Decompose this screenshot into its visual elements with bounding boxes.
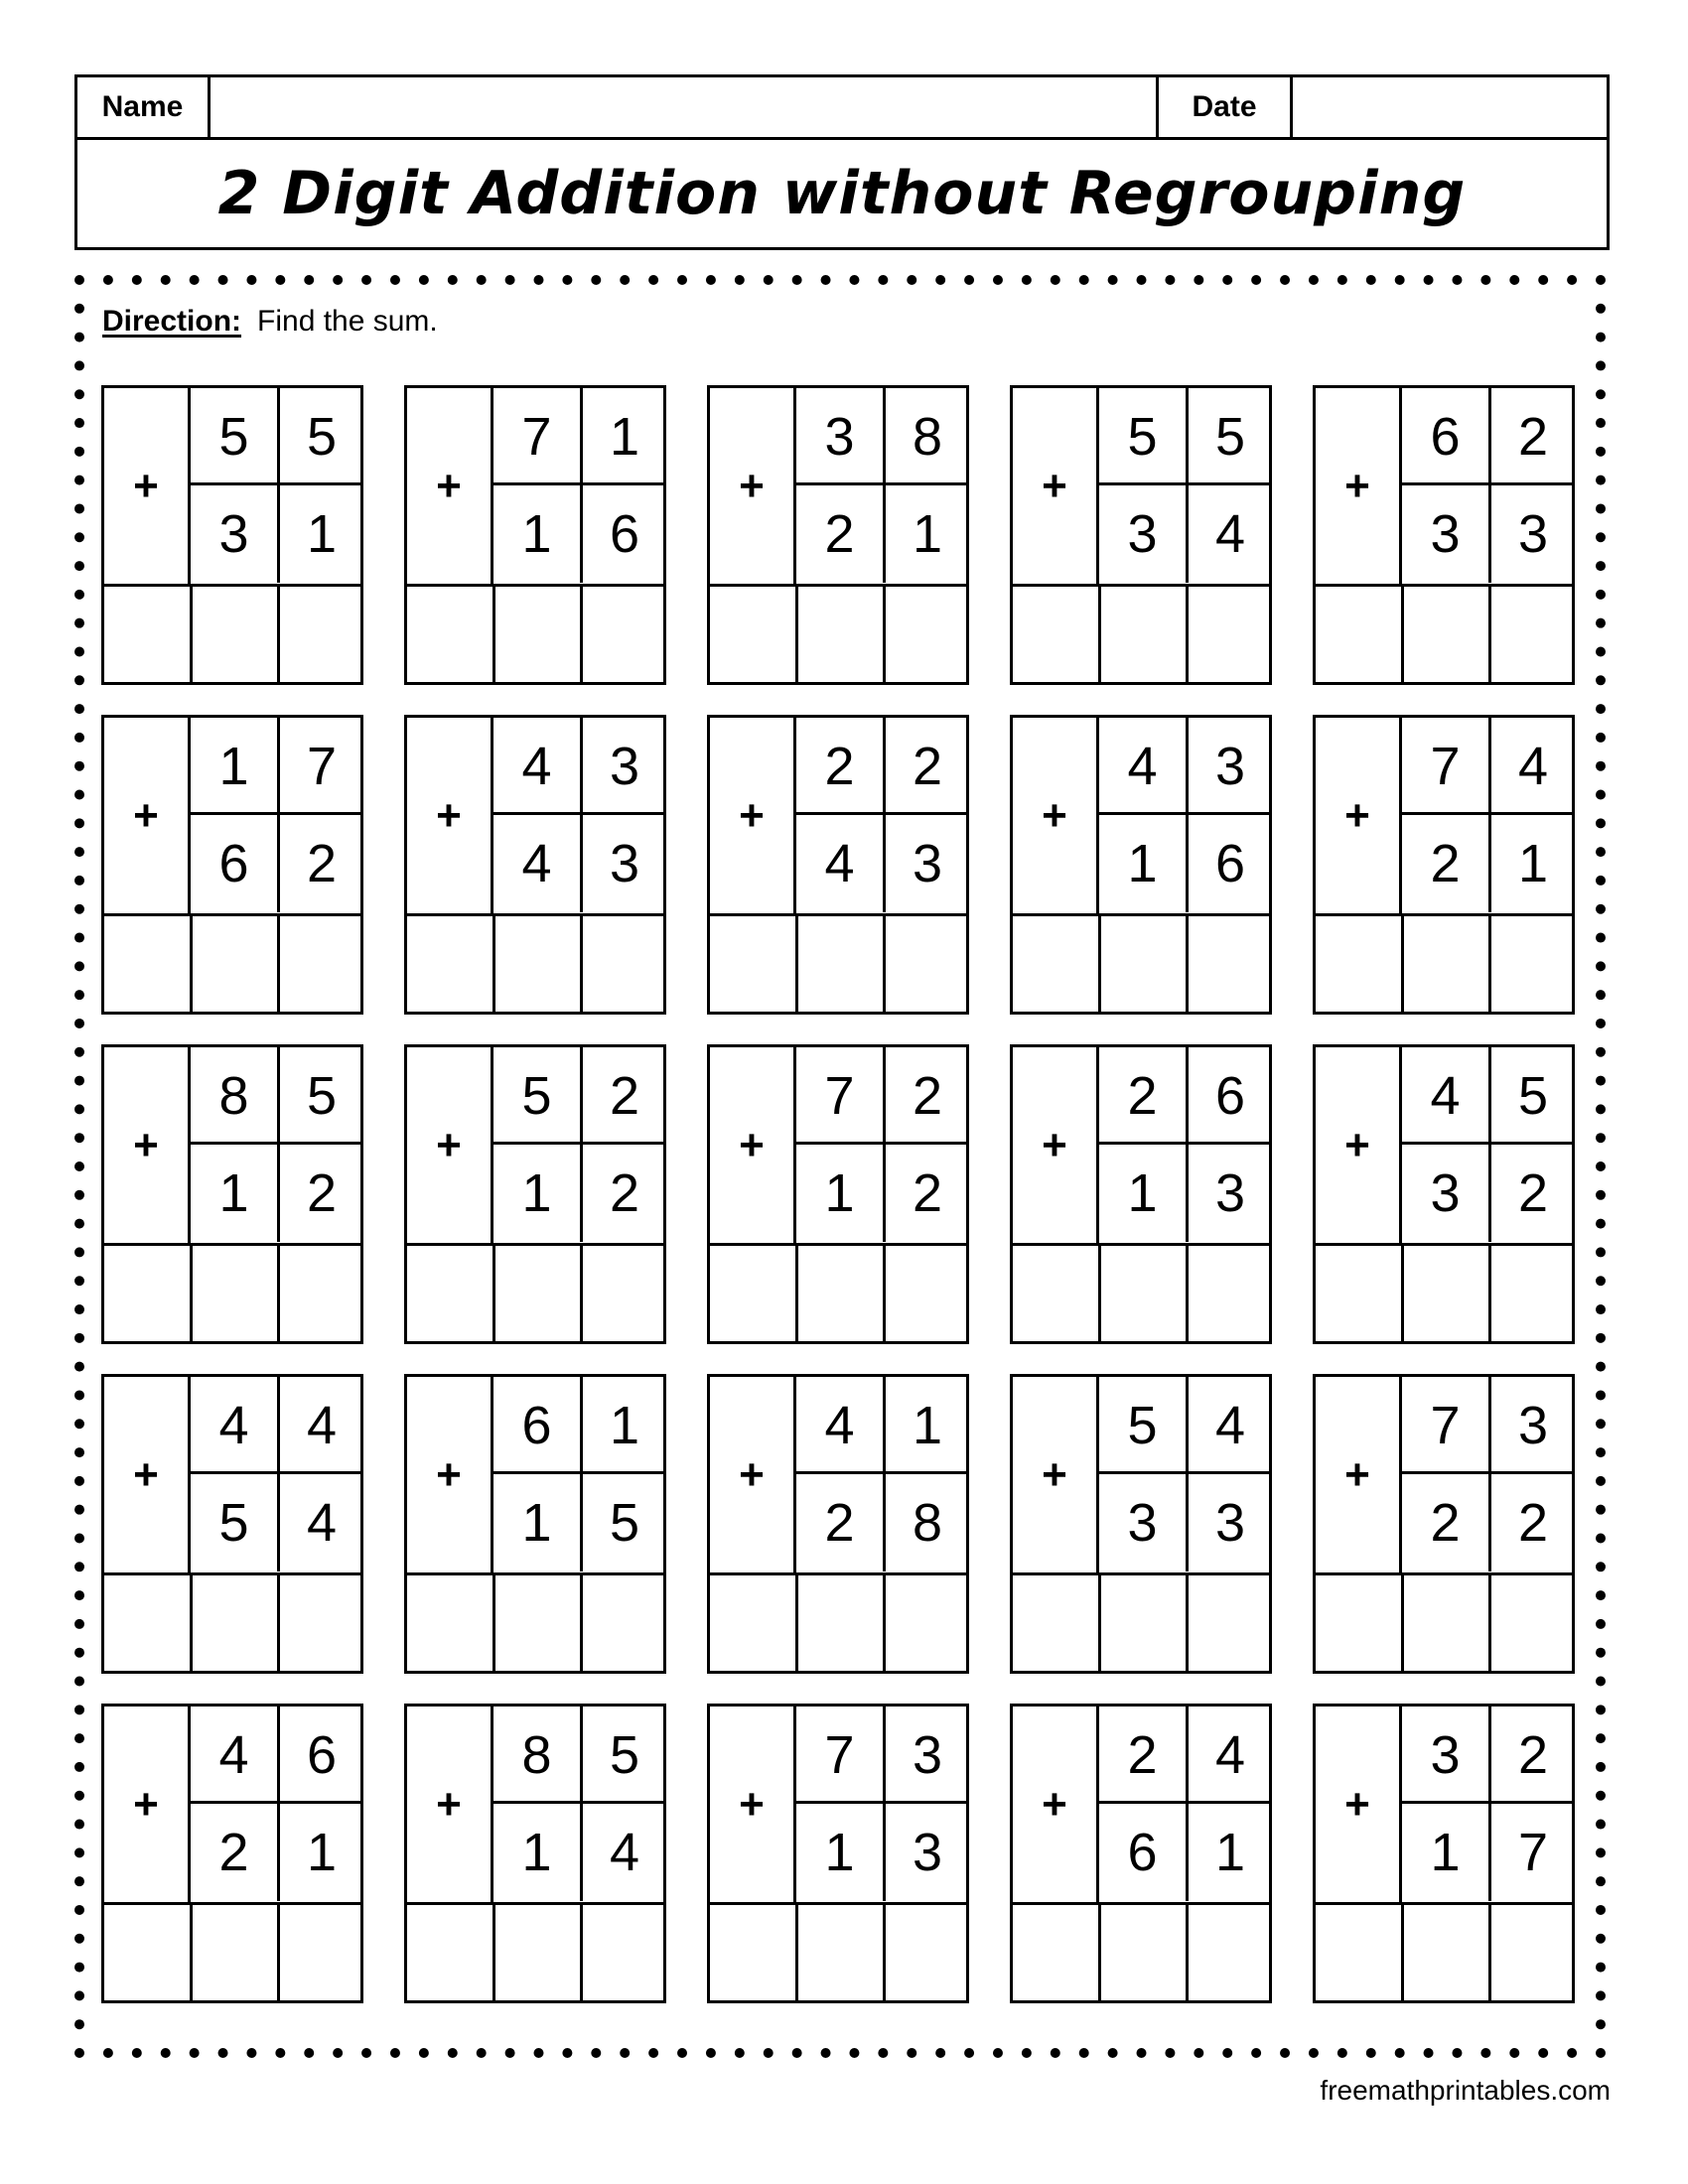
plus-sign: + xyxy=(710,1706,796,1902)
answer-hundreds-cell[interactable] xyxy=(407,1902,492,2000)
answer-hundreds-cell[interactable] xyxy=(1316,1243,1401,1341)
top-tens-digit: 7 xyxy=(796,1047,883,1145)
plus-sign: + xyxy=(104,718,191,913)
answer-ones-cell[interactable] xyxy=(1488,1902,1572,2000)
plus-sign: + xyxy=(104,1706,191,1902)
answer-tens-cell[interactable] xyxy=(190,1902,277,2000)
bottom-tens-digit: 2 xyxy=(824,1493,855,1553)
plus-sign: + xyxy=(1013,388,1099,584)
top-tens-digit: 8 xyxy=(493,1706,580,1804)
plus-sign: + xyxy=(407,1377,493,1572)
answer-hundreds-cell[interactable] xyxy=(1013,913,1098,1012)
bottom-ones-digit: 1 xyxy=(1186,1804,1272,1901)
problem-box xyxy=(1010,385,1272,685)
bottom-tens-digit: 3 xyxy=(1127,504,1158,564)
answer-hundreds-cell[interactable] xyxy=(407,1572,492,1671)
bottom-ones-digit: 2 xyxy=(883,1145,969,1242)
answer-tens-cell[interactable] xyxy=(492,1902,580,2000)
footer-site: freemathprintables.com xyxy=(1320,2075,1611,2106)
plus-sign: + xyxy=(407,1706,493,1902)
problem-box xyxy=(707,715,969,1015)
bottom-ones-digit: 1 xyxy=(277,1804,363,1901)
answer-hundreds-cell[interactable] xyxy=(407,1243,492,1341)
top-tens-digit: 4 xyxy=(191,1706,277,1804)
bottom-ones-digit: 6 xyxy=(1186,815,1272,912)
top-ones-digit: 4 xyxy=(1186,1706,1272,1804)
answer-ones-cell[interactable] xyxy=(1186,1572,1269,1671)
bottom-ones-digit: 6 xyxy=(580,485,666,583)
answer-ones-cell[interactable] xyxy=(1186,913,1269,1012)
problem-box xyxy=(101,385,363,685)
top-ones-digit: 6 xyxy=(1186,1047,1272,1145)
top-ones-digit: 4 xyxy=(1186,1377,1272,1474)
problem-box xyxy=(101,1374,363,1674)
answer-ones-cell[interactable] xyxy=(883,913,966,1012)
problem-box xyxy=(1010,1374,1272,1674)
problem-box xyxy=(101,715,363,1015)
answer-tens-cell[interactable] xyxy=(1098,1902,1186,2000)
top-tens-digit: 7 xyxy=(796,1706,883,1804)
top-ones-digit: 3 xyxy=(883,1706,969,1804)
answer-ones-cell[interactable] xyxy=(580,1902,663,2000)
answer-tens-cell[interactable] xyxy=(795,584,883,682)
answer-hundreds-cell[interactable] xyxy=(407,584,492,682)
top-tens-digit: 6 xyxy=(1402,388,1488,485)
top-tens-digit: 4 xyxy=(796,1377,883,1474)
bottom-ones-digit: 3 xyxy=(883,815,969,912)
problem-box xyxy=(404,1044,666,1344)
top-tens-digit: 4 xyxy=(493,718,580,815)
plus-sign: + xyxy=(1013,1706,1099,1902)
answer-ones-cell[interactable] xyxy=(277,584,360,682)
answer-tens-cell[interactable] xyxy=(492,584,580,682)
answer-ones-cell[interactable] xyxy=(580,913,663,1012)
top-ones-digit: 2 xyxy=(1488,388,1575,485)
problem-box xyxy=(1313,715,1575,1015)
answer-hundreds-cell[interactable] xyxy=(104,1243,190,1341)
answer-hundreds-cell[interactable] xyxy=(1316,1902,1401,2000)
answer-tens-cell[interactable] xyxy=(492,1572,580,1671)
bottom-ones-digit: 3 xyxy=(883,1804,969,1901)
answer-hundreds-cell[interactable] xyxy=(710,913,795,1012)
top-tens-digit: 2 xyxy=(796,718,883,815)
top-tens-digit: 7 xyxy=(493,388,580,485)
answer-tens-cell[interactable] xyxy=(492,1243,580,1341)
bottom-tens-digit: 1 xyxy=(521,1163,552,1223)
bottom-tens-digit: 3 xyxy=(1127,1493,1158,1553)
bottom-ones-digit: 3 xyxy=(1488,485,1575,583)
bottom-tens-digit: 4 xyxy=(521,834,552,893)
top-ones-digit: 5 xyxy=(277,1047,363,1145)
bottom-tens-digit: 3 xyxy=(1430,1163,1461,1223)
answer-hundreds-cell[interactable] xyxy=(104,913,190,1012)
answer-ones-cell[interactable] xyxy=(580,1572,663,1671)
answer-ones-cell[interactable] xyxy=(1186,584,1269,682)
plus-sign: + xyxy=(1316,1706,1402,1902)
bottom-ones-digit: 2 xyxy=(1488,1145,1575,1242)
answer-ones-cell[interactable] xyxy=(1186,1902,1269,2000)
problem-box xyxy=(101,1704,363,2003)
answer-ones-cell[interactable] xyxy=(277,1572,360,1671)
answer-tens-cell[interactable] xyxy=(1401,1243,1488,1341)
answer-hundreds-cell[interactable] xyxy=(1013,1572,1098,1671)
answer-ones-cell[interactable] xyxy=(883,1243,966,1341)
plus-sign: + xyxy=(710,388,796,584)
answer-ones-cell[interactable] xyxy=(883,1572,966,1671)
top-tens-digit: 2 xyxy=(1099,1047,1186,1145)
plus-sign: + xyxy=(1316,1377,1402,1572)
answer-tens-cell[interactable] xyxy=(1401,1902,1488,2000)
plus-sign: + xyxy=(1013,1377,1099,1572)
top-tens-digit: 2 xyxy=(1099,1706,1186,1804)
bottom-tens-digit: 1 xyxy=(521,1823,552,1882)
answer-tens-cell[interactable] xyxy=(795,913,883,1012)
answer-hundreds-cell[interactable] xyxy=(1013,1243,1098,1341)
top-ones-digit: 2 xyxy=(1488,1706,1575,1804)
answer-hundreds-cell[interactable] xyxy=(1316,584,1401,682)
direction-label: Direction: xyxy=(102,305,242,338)
bottom-ones-digit: 4 xyxy=(277,1474,363,1571)
bottom-ones-digit: 3 xyxy=(580,815,666,912)
problem-box xyxy=(404,1704,666,2003)
bottom-tens-digit: 2 xyxy=(1430,834,1461,893)
bottom-tens-digit: 2 xyxy=(824,504,855,564)
plus-sign: + xyxy=(1013,718,1099,913)
bottom-ones-digit: 2 xyxy=(580,1145,666,1242)
problem-box xyxy=(707,385,969,685)
answer-tens-cell[interactable] xyxy=(190,584,277,682)
top-ones-digit: 6 xyxy=(277,1706,363,1804)
answer-tens-cell[interactable] xyxy=(492,913,580,1012)
top-tens-digit: 7 xyxy=(1402,1377,1488,1474)
bottom-ones-digit: 2 xyxy=(277,1145,363,1242)
bottom-tens-digit: 1 xyxy=(1430,1823,1461,1882)
plus-sign: + xyxy=(104,388,191,584)
bottom-tens-digit: 1 xyxy=(824,1823,855,1882)
answer-hundreds-cell[interactable] xyxy=(710,584,795,682)
answer-tens-cell[interactable] xyxy=(795,1572,883,1671)
top-tens-digit: 7 xyxy=(1402,718,1488,815)
answer-ones-cell[interactable] xyxy=(277,1902,360,2000)
answer-tens-cell[interactable] xyxy=(190,1243,277,1341)
problem-box xyxy=(1010,1044,1272,1344)
bottom-tens-digit: 6 xyxy=(1127,1823,1158,1882)
top-tens-digit: 8 xyxy=(191,1047,277,1145)
problem-box xyxy=(101,1044,363,1344)
answer-ones-cell[interactable] xyxy=(883,584,966,682)
answer-ones-cell[interactable] xyxy=(277,913,360,1012)
top-ones-digit: 2 xyxy=(883,1047,969,1145)
answer-hundreds-cell[interactable] xyxy=(1316,913,1401,1012)
bottom-ones-digit: 3 xyxy=(1186,1145,1272,1242)
plus-sign: + xyxy=(104,1377,191,1572)
bottom-tens-digit: 1 xyxy=(824,1163,855,1223)
bottom-tens-digit: 1 xyxy=(521,504,552,564)
top-ones-digit: 1 xyxy=(580,388,666,485)
plus-sign: + xyxy=(1316,388,1402,584)
plus-sign: + xyxy=(710,1377,796,1572)
plus-sign: + xyxy=(710,718,796,913)
plus-sign: + xyxy=(1316,1047,1402,1243)
bottom-tens-digit: 2 xyxy=(1430,1493,1461,1553)
bottom-tens-digit: 1 xyxy=(218,1163,249,1223)
bottom-tens-digit: 1 xyxy=(1127,1163,1158,1223)
answer-ones-cell[interactable] xyxy=(1488,1243,1572,1341)
top-ones-digit: 3 xyxy=(1488,1377,1575,1474)
top-tens-digit: 3 xyxy=(1402,1706,1488,1804)
answer-hundreds-cell[interactable] xyxy=(710,1243,795,1341)
answer-hundreds-cell[interactable] xyxy=(710,1902,795,2000)
plus-sign: + xyxy=(104,1047,191,1243)
bottom-tens-digit: 3 xyxy=(218,504,249,564)
answer-ones-cell[interactable] xyxy=(1488,913,1572,1012)
bottom-ones-digit: 1 xyxy=(883,485,969,583)
answer-hundreds-cell[interactable] xyxy=(104,1572,190,1671)
top-ones-digit: 4 xyxy=(1488,718,1575,815)
top-tens-digit: 4 xyxy=(1402,1047,1488,1145)
top-ones-digit: 2 xyxy=(580,1047,666,1145)
answer-tens-cell[interactable] xyxy=(1401,584,1488,682)
top-tens-digit: 4 xyxy=(1099,718,1186,815)
answer-ones-cell[interactable] xyxy=(1186,1243,1269,1341)
problem-box xyxy=(1313,1704,1575,2003)
problem-box xyxy=(404,385,666,685)
bottom-ones-digit: 8 xyxy=(883,1474,969,1571)
top-ones-digit: 3 xyxy=(1186,718,1272,815)
plus-sign: + xyxy=(1013,1047,1099,1243)
problem-box xyxy=(1010,715,1272,1015)
answer-hundreds-cell[interactable] xyxy=(104,1902,190,2000)
answer-hundreds-cell[interactable] xyxy=(1316,1572,1401,1671)
name-label: Name xyxy=(101,90,184,123)
top-ones-digit: 1 xyxy=(580,1377,666,1474)
problem-box xyxy=(1313,1044,1575,1344)
bottom-ones-digit: 2 xyxy=(1488,1474,1575,1571)
answer-hundreds-cell[interactable] xyxy=(407,913,492,1012)
answer-tens-cell[interactable] xyxy=(190,913,277,1012)
bottom-tens-digit: 3 xyxy=(1430,504,1461,564)
plus-sign: + xyxy=(710,1047,796,1243)
bottom-ones-digit: 3 xyxy=(1186,1474,1272,1571)
answer-ones-cell[interactable] xyxy=(580,584,663,682)
answer-tens-cell[interactable] xyxy=(1401,1572,1488,1671)
problem-box xyxy=(1010,1704,1272,2003)
top-tens-digit: 1 xyxy=(191,718,277,815)
bottom-ones-digit: 1 xyxy=(1488,815,1575,912)
top-ones-digit: 4 xyxy=(277,1377,363,1474)
top-ones-digit: 8 xyxy=(883,388,969,485)
top-ones-digit: 5 xyxy=(1186,388,1272,485)
top-tens-digit: 3 xyxy=(796,388,883,485)
answer-tens-cell[interactable] xyxy=(190,1572,277,1671)
bottom-tens-digit: 4 xyxy=(824,834,855,893)
top-ones-digit: 5 xyxy=(277,388,363,485)
problem-box xyxy=(404,715,666,1015)
answer-tens-cell[interactable] xyxy=(1098,584,1186,682)
answer-hundreds-cell[interactable] xyxy=(710,1572,795,1671)
bottom-ones-digit: 1 xyxy=(277,485,363,583)
bottom-ones-digit: 7 xyxy=(1488,1804,1575,1901)
bottom-ones-digit: 5 xyxy=(580,1474,666,1571)
answer-ones-cell[interactable] xyxy=(883,1902,966,2000)
answer-hundreds-cell[interactable] xyxy=(104,584,190,682)
plus-sign: + xyxy=(407,388,493,584)
problem-box xyxy=(404,1374,666,1674)
top-tens-digit: 6 xyxy=(493,1377,580,1474)
direction-text: Find the sum. xyxy=(257,305,438,338)
problem-box xyxy=(707,1044,969,1344)
top-ones-digit: 5 xyxy=(580,1706,666,1804)
bottom-tens-digit: 5 xyxy=(218,1493,249,1553)
date-label: Date xyxy=(1192,90,1257,123)
bottom-ones-digit: 4 xyxy=(580,1804,666,1901)
answer-tens-cell[interactable] xyxy=(795,1902,883,2000)
top-tens-digit: 5 xyxy=(493,1047,580,1145)
answer-tens-cell[interactable] xyxy=(1098,913,1186,1012)
answer-hundreds-cell[interactable] xyxy=(1013,1902,1098,2000)
top-ones-digit: 2 xyxy=(883,718,969,815)
top-ones-digit: 1 xyxy=(883,1377,969,1474)
answer-tens-cell[interactable] xyxy=(795,1243,883,1341)
top-ones-digit: 3 xyxy=(580,718,666,815)
top-tens-digit: 5 xyxy=(191,388,277,485)
plus-sign: + xyxy=(407,1047,493,1243)
answer-ones-cell[interactable] xyxy=(1488,584,1572,682)
top-ones-digit: 7 xyxy=(277,718,363,815)
bottom-tens-digit: 6 xyxy=(218,834,249,893)
bottom-tens-digit: 1 xyxy=(521,1493,552,1553)
problem-box xyxy=(1313,385,1575,685)
answer-tens-cell[interactable] xyxy=(1098,1572,1186,1671)
problem-box xyxy=(707,1374,969,1674)
bottom-tens-digit: 1 xyxy=(1127,834,1158,893)
worksheet-title: 2 Digit Addition without Regrouping xyxy=(217,159,1467,228)
top-ones-digit: 5 xyxy=(1488,1047,1575,1145)
answer-hundreds-cell[interactable] xyxy=(1013,584,1098,682)
answer-ones-cell[interactable] xyxy=(277,1243,360,1341)
top-tens-digit: 5 xyxy=(1099,388,1186,485)
bottom-ones-digit: 4 xyxy=(1186,485,1272,583)
plus-sign: + xyxy=(407,718,493,913)
answer-tens-cell[interactable] xyxy=(1098,1243,1186,1341)
answer-tens-cell[interactable] xyxy=(1401,913,1488,1012)
bottom-tens-digit: 2 xyxy=(218,1823,249,1882)
answer-ones-cell[interactable] xyxy=(580,1243,663,1341)
bottom-ones-digit: 2 xyxy=(277,815,363,912)
problem-box xyxy=(1313,1374,1575,1674)
top-tens-digit: 4 xyxy=(191,1377,277,1474)
problem-box xyxy=(707,1704,969,2003)
answer-ones-cell[interactable] xyxy=(1488,1572,1572,1671)
plus-sign: + xyxy=(1316,718,1402,913)
top-tens-digit: 5 xyxy=(1099,1377,1186,1474)
